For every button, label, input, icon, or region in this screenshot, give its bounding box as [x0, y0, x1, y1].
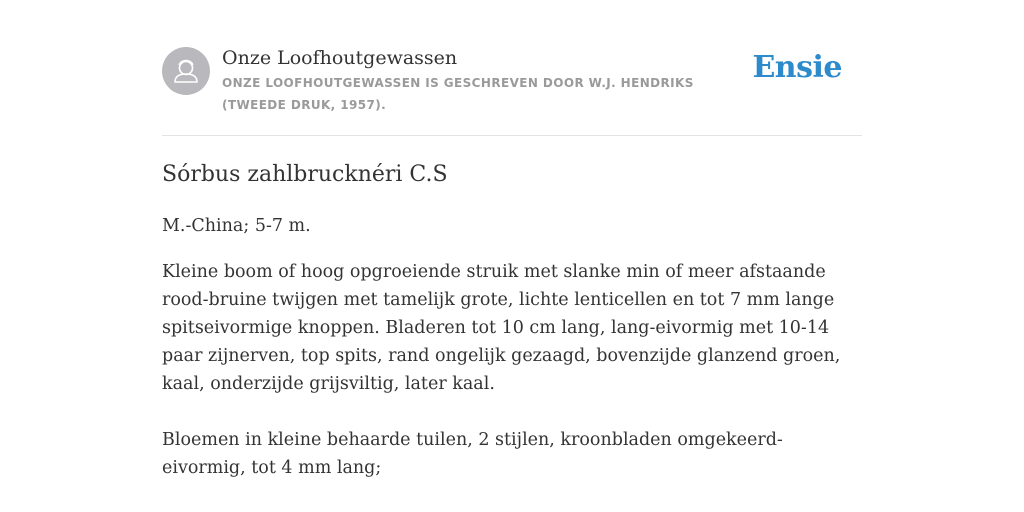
- user-avatar-icon[interactable]: [162, 47, 210, 95]
- person-outline-icon: [162, 47, 210, 95]
- source-description: ONZE LOOFHOUTGEWASSEN IS GESCHREVEN DOOR W.J. HENDRIKS (TWEEDE DRUK, 1957).: [222, 76, 694, 112]
- ensie-logo[interactable]: Ensie: [752, 50, 842, 85]
- header-divider: [162, 135, 862, 136]
- entry-paragraph-flowers: Bloemen in kleine behaarde tuilen, 2 stijlen, kroonbladen omgekeerd-eivormig, tot 4 mm lang;: [162, 430, 783, 478]
- entry-paragraph-origin: M.-China; 5-7 m.: [162, 216, 311, 236]
- source-title[interactable]: Onze Loofhoutgewassen: [222, 47, 458, 69]
- entry-paragraph-description: Kleine boom of hoog opgroeiende struik met slanke min of meer afstaande rood-bruine twijgen met tamelijk grote, lichte lenticellen en tot 7 mm lange spitseivormige knoppen. Bladeren tot 10 cm lang, lang-eivormig met 10-14 paar zijnerven, top spits, rand ongelijk gezaagd, bovenzijde glanzend groen, kaal, onderzijde grijsviltig, later kaal.: [162, 262, 841, 394]
- entry-title: Sórbus zahlbrucknéri C.S: [162, 162, 448, 187]
